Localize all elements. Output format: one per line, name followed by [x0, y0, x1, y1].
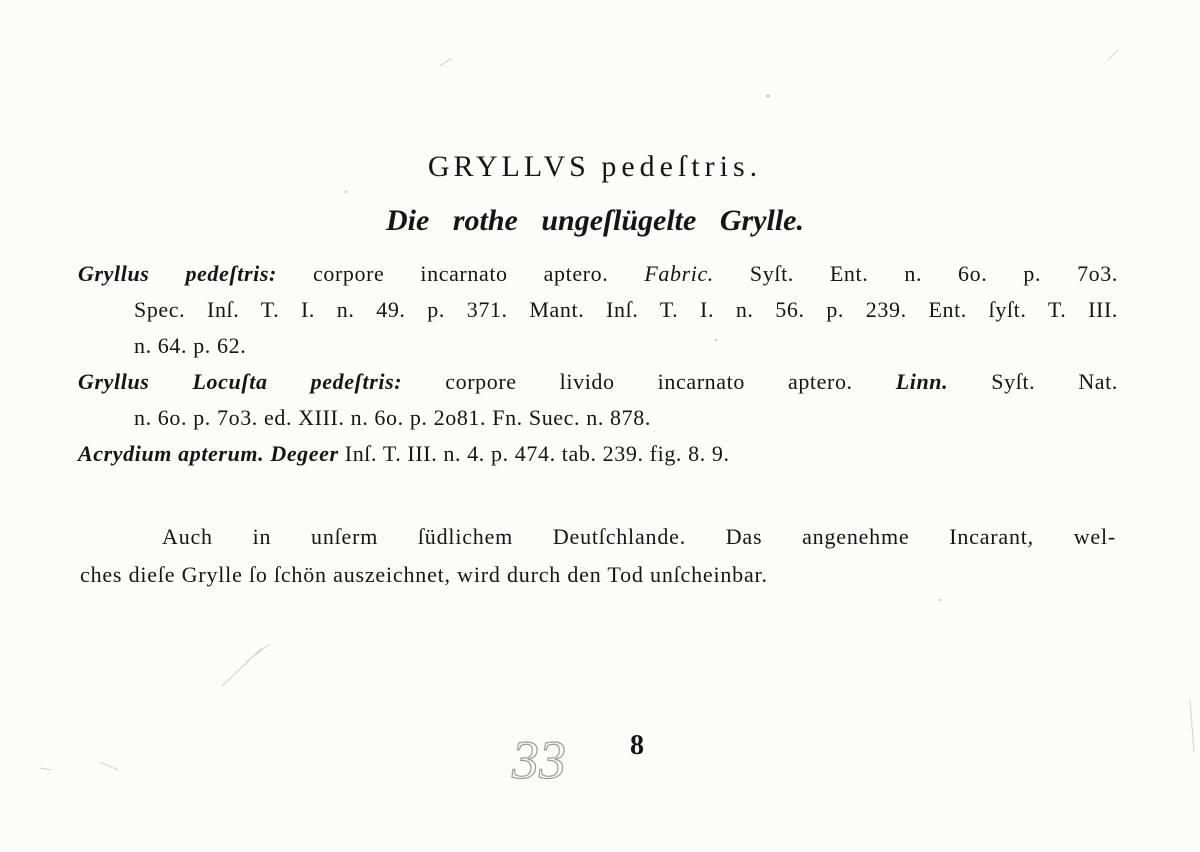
page-subtitle: Die rothe ungeſlügelte Grylle. — [386, 204, 804, 237]
reference: Inſ. T. III. n. 4. p. 474. tab. 239. fig. 8. 9. — [344, 441, 730, 466]
paragraph-line: Auch in unſerm ſüdlichem Deutſchlande. Das angenehme Incarant, wel- — [162, 524, 1116, 549]
entry-linnaeus — [78, 364, 1118, 436]
page-title — [0, 150, 1190, 184]
body-paragraph — [80, 518, 1116, 594]
author-name: Degeer — [270, 441, 339, 466]
entry-line: Spec. Inſ. T. I. n. 49. p. 371. Mant. Inſ. T. I. n. 56. p. 239. Ent. ſyſt. T. III. — [134, 297, 1118, 322]
entry-fabricius — [78, 256, 1118, 364]
taxon-name: Gryllus Locuſta pedeſtris: — [78, 369, 403, 394]
entry-degeer — [78, 436, 1118, 472]
taxon-name: Acrydium apterum. — [78, 441, 265, 466]
taxon-name: Gryllus pedeſtris: — [78, 261, 277, 286]
paragraph-line: ches dieſe Grylle ſo ſchön auszeichnet, wird durch den Tod unſcheinbar. — [80, 562, 768, 587]
taxon-description: corpore livido incarnato aptero. — [445, 369, 853, 394]
page-number: 8 — [630, 730, 644, 761]
reference: Syſt. Ent. n. 6o. p. 7o3. — [749, 261, 1118, 286]
pencil-annotation — [508, 722, 578, 792]
title-species: pedeſtris. — [601, 150, 763, 183]
entry-line: n. 64. p. 62. — [134, 333, 247, 358]
pencil-note-text: 33 — [512, 730, 566, 790]
synonymy-entries — [78, 256, 1118, 472]
title-genus: GRYLLVS — [427, 150, 590, 183]
entry-line — [78, 256, 1118, 292]
reference: Syſt. Nat. — [991, 369, 1118, 394]
author-name: Linn. — [895, 369, 949, 394]
author-name: Fabric. — [644, 261, 714, 286]
entry-line: n. 6o. p. 7o3. ed. XIII. n. 6o. p. 2o81. Fn. Suec. n. 878. — [134, 405, 651, 430]
entry-line — [78, 364, 1118, 400]
taxon-description: corpore incarnato aptero. — [313, 261, 609, 286]
entry-line — [78, 436, 1118, 472]
